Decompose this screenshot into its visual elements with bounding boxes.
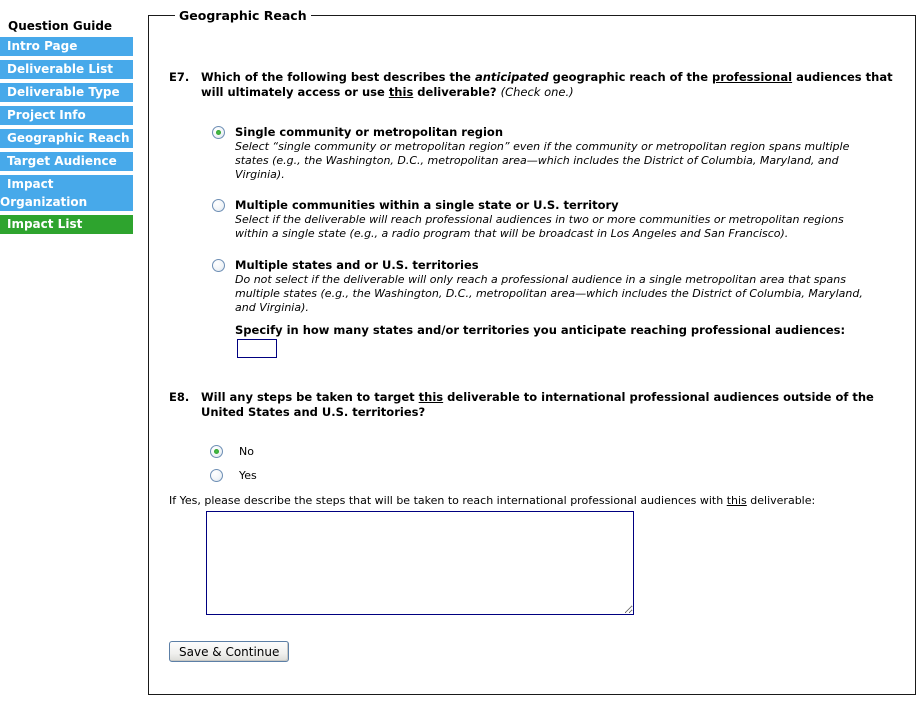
radio-multiple-states[interactable] <box>212 259 225 272</box>
specify-states-input[interactable] <box>237 339 277 358</box>
option-body <box>235 198 875 241</box>
question-guide-title: Question Guide <box>8 19 113 33</box>
e7-q-anticipated: anticipated <box>474 70 549 84</box>
e7-option-single-community <box>212 125 895 182</box>
option-body <box>235 258 875 315</box>
e7-q-segment: deliverable? <box>413 85 501 99</box>
option-label: Single community or metropolitan region <box>235 125 504 139</box>
sidebar-item-deliverable-type[interactable]: Deliverable Type <box>0 83 133 102</box>
e7-number: E7. <box>169 70 190 84</box>
e8-question <box>201 390 895 420</box>
specify-label: Specify in how many states and/or territories you anticipate reaching professional audiences: <box>235 323 846 337</box>
specify-block <box>235 323 895 358</box>
option-body <box>235 125 875 182</box>
e8-q-segment: deliverable to international professional audiences outside of the United States and U.S. territories? <box>201 390 874 419</box>
ifyes-textarea[interactable] <box>206 511 634 615</box>
ifyes-segment: If Yes, please describe the steps that will be taken to reach international professional audiences with <box>169 494 727 507</box>
sidebar-item-impact-organization[interactable]: Impact Organization <box>0 175 133 211</box>
radio-multiple-communities[interactable] <box>212 199 225 212</box>
radio-dot <box>214 449 219 454</box>
e7-q-check-one: (Check one.) <box>500 85 574 99</box>
sidebar-item-target-audience[interactable]: Target Audience <box>0 152 133 171</box>
e7-q-this: this <box>388 85 414 99</box>
e8-number: E8. <box>169 390 190 404</box>
radio-dot <box>216 130 221 135</box>
section-legend: Geographic Reach <box>179 8 307 23</box>
question-guide-sidebar <box>0 0 133 234</box>
option-label: No <box>239 444 254 458</box>
e8-option-yes <box>210 468 895 482</box>
option-desc: Select “single community or metropolitan region” even if the community or metropolitan region spans multiple states (e.g., the Washington, D.C., metropolitan area—which includes the District of Columbia, Maryland, and Virginia). <box>235 140 850 181</box>
e8-options <box>210 444 895 482</box>
e7-q-segment: geographic reach of the <box>548 70 713 84</box>
sidebar-item-project-info[interactable]: Project Info <box>0 106 133 125</box>
radio-single-community[interactable] <box>212 126 225 139</box>
e7-q-professional: professional <box>712 70 793 84</box>
e7-q-segment: audiences that will ultimately access or use <box>201 70 893 99</box>
e7-options <box>212 125 895 315</box>
sidebar-item-intro-page[interactable]: Intro Page <box>0 37 133 56</box>
option-desc: Select if the deliverable will reach professional audiences in two or more communities or metropolitan regions within a single state (e.g., a radio program that will be broadcast in Los Angeles and San Francisco). <box>235 213 844 240</box>
radio-no[interactable] <box>210 445 223 458</box>
option-label: Multiple communities within a single state or U.S. territory <box>235 198 619 212</box>
radio-yes[interactable] <box>210 469 223 482</box>
ifyes-segment: deliverable: <box>746 494 816 507</box>
e7-option-multiple-states <box>212 258 895 315</box>
e8-option-no <box>210 444 895 458</box>
e7-option-multiple-communities <box>212 198 895 241</box>
sidebar-item-geographic-reach[interactable]: Geographic Reach <box>0 129 133 148</box>
e8-q-segment: Will any steps be taken to target <box>201 390 419 404</box>
e7-question <box>201 70 895 100</box>
option-label: Yes <box>239 468 257 482</box>
sidebar-item-deliverable-list[interactable]: Deliverable List <box>0 60 133 79</box>
save-continue-button[interactable]: Save & Continue <box>169 641 289 662</box>
e7-q-segment: Which of the following best describes the <box>201 70 475 84</box>
option-label: Multiple states and or U.S. territories <box>235 258 479 272</box>
e7-question-row <box>169 70 895 100</box>
e8-q-this: this <box>418 390 444 404</box>
sidebar-item-impact-list[interactable]: Impact List <box>0 215 133 234</box>
ifyes-this: this <box>726 494 747 507</box>
e8-question-row <box>169 390 895 420</box>
ifyes-instruction <box>169 494 895 508</box>
option-desc: Do not select if the deliverable will only reach a professional audience in a single metropolitan area that spans multiple states (e.g., the Washington, D.C., metropolitan area—which includes the District of Columbia, Maryland, and Virginia). <box>235 273 863 314</box>
geographic-reach-section <box>148 8 916 695</box>
